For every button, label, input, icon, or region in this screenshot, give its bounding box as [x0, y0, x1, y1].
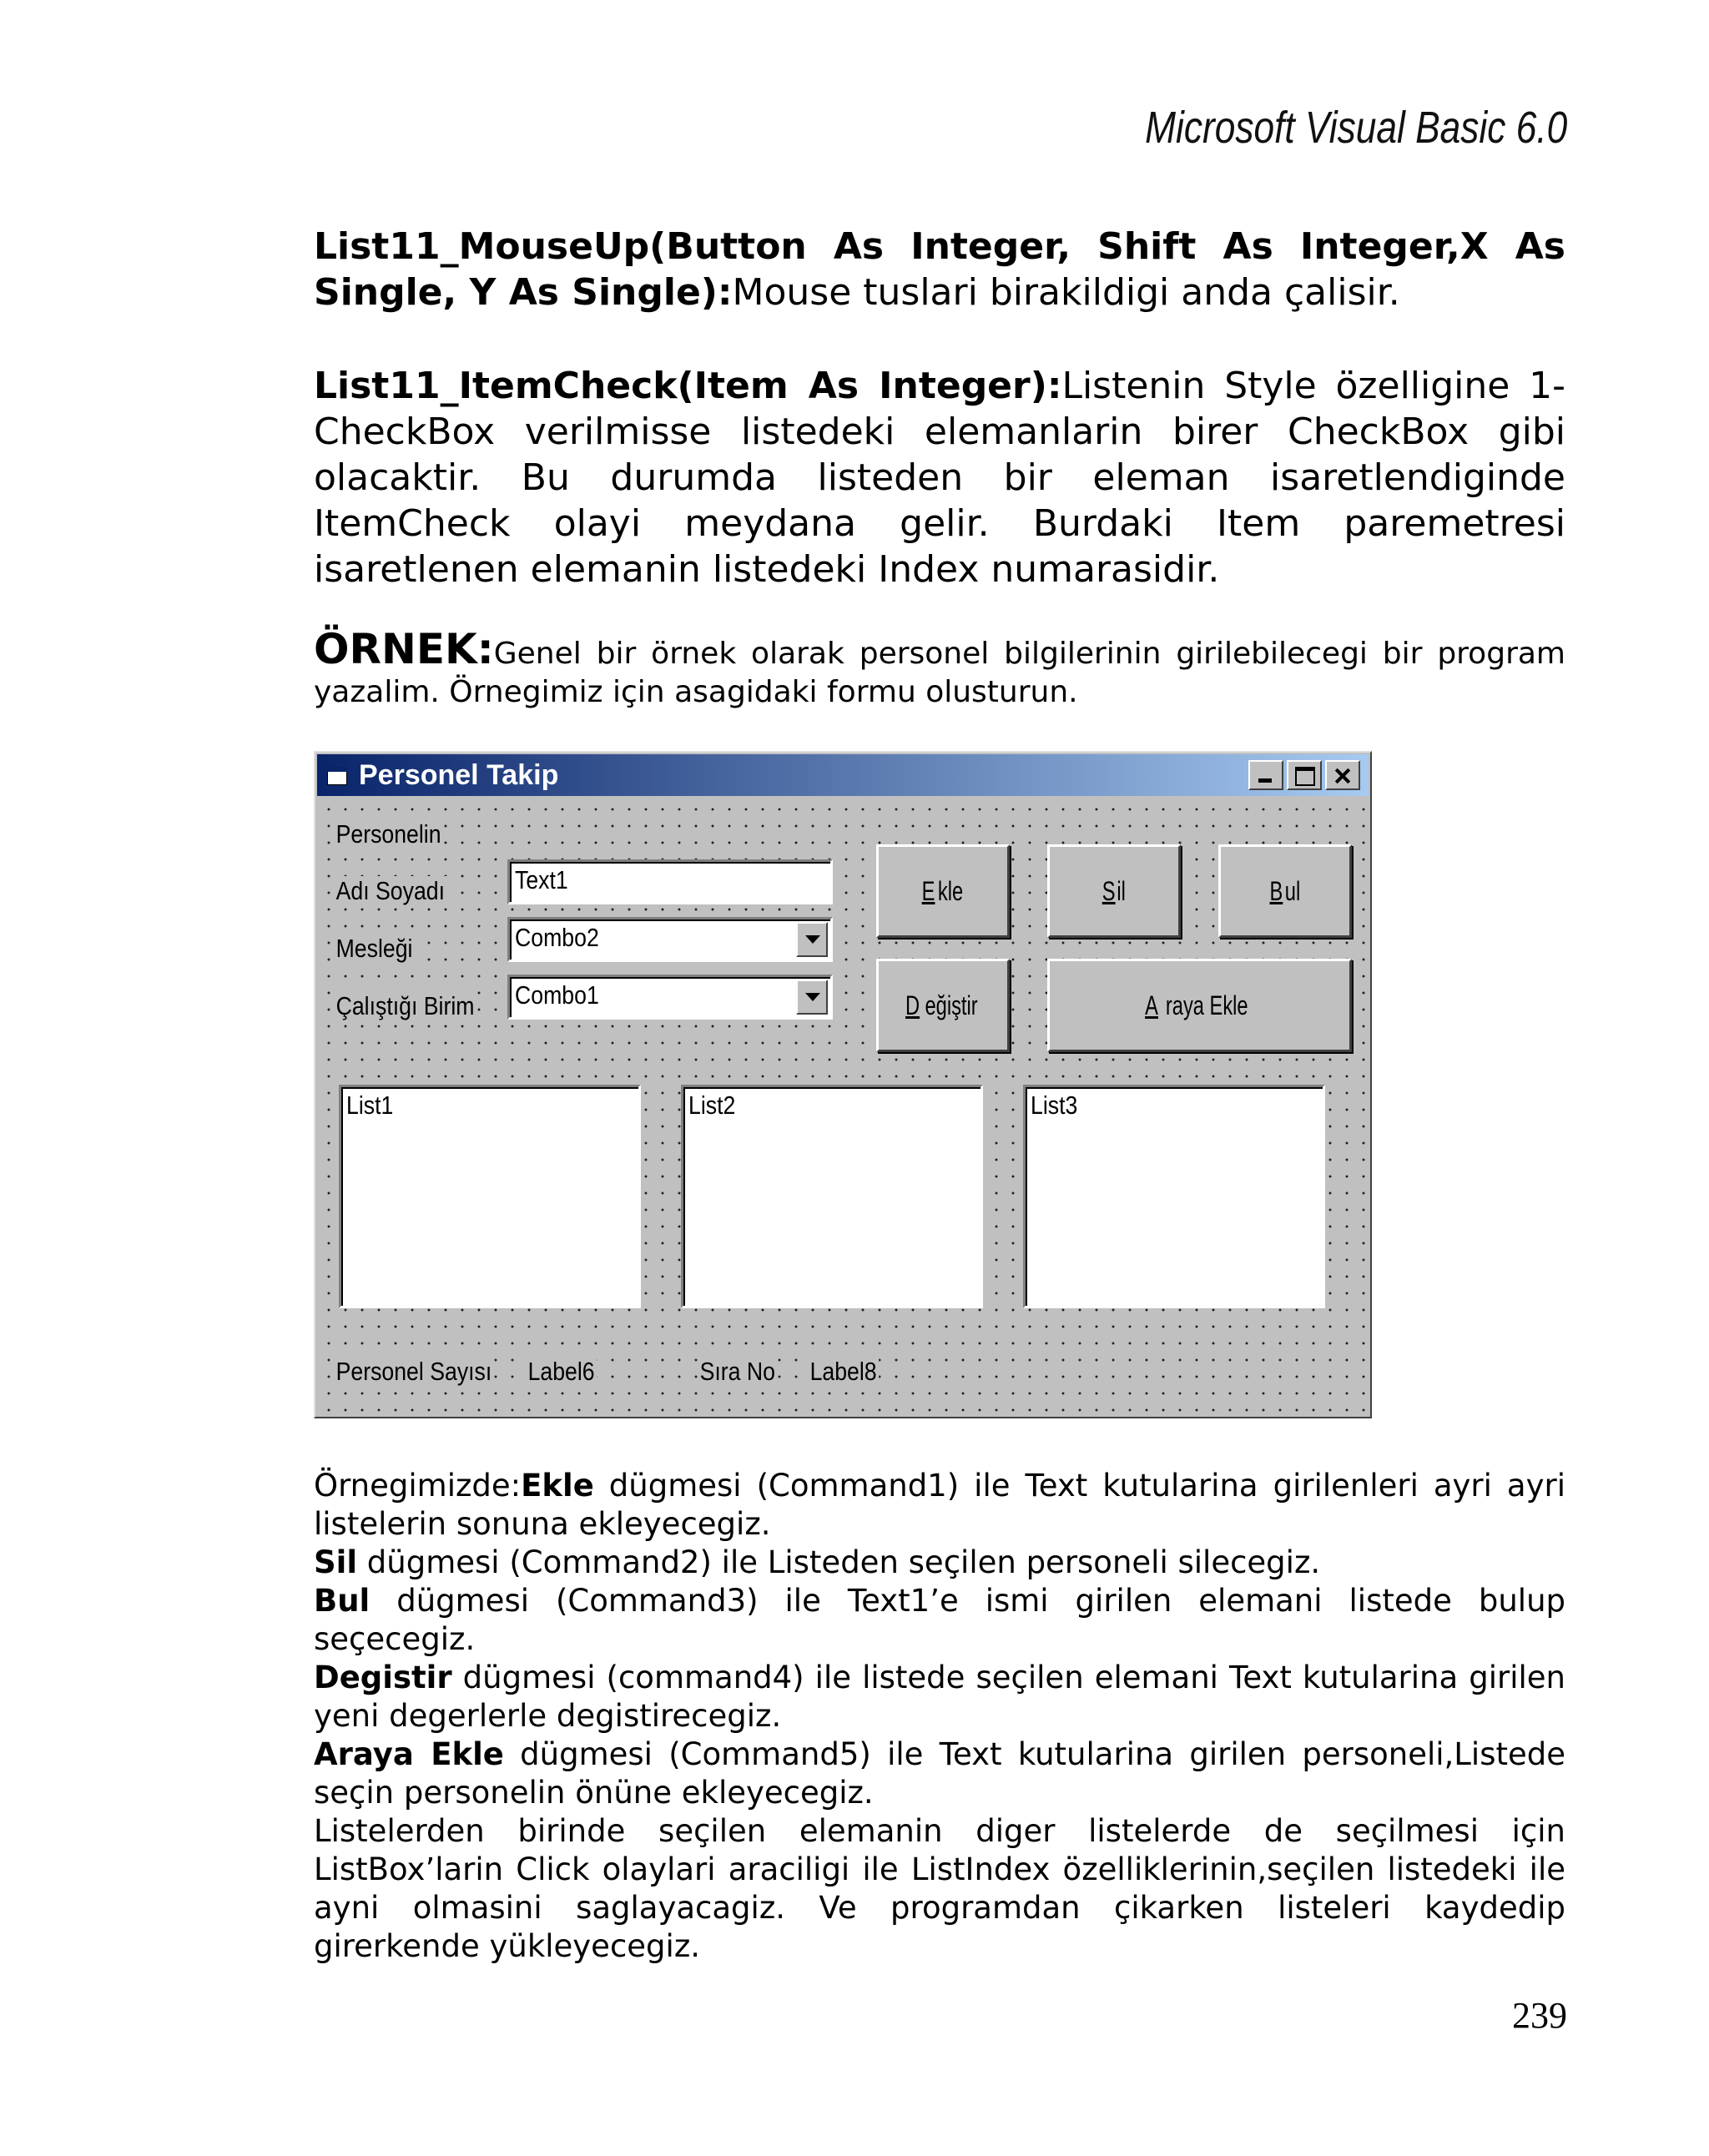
desc-ekle: Örnegimizde:Ekle dügmesi (Command1) ile Text kutularina girilenleri ayri ayri listelerin sonuna ekleyecegiz.	[314, 1468, 1565, 1542]
window-title: Personel Takip	[359, 758, 559, 791]
desc-sil: Sil dügmesi (Command2) ile Listeden seçilen personeli silecegiz.	[314, 1544, 1321, 1580]
label-meslegi: Mesleği	[334, 934, 415, 964]
bul-button[interactable]: Bul	[1218, 844, 1352, 938]
sil-button[interactable]: Sil	[1047, 844, 1181, 938]
minimize-icon[interactable]	[1248, 760, 1283, 790]
page-header-title: Microsoft Visual Basic 6.0	[1144, 103, 1567, 153]
desc-bul: Bul dügmesi (Command3) ile Text1’e ismi girilen elemani listede bulup seçecegiz.	[314, 1583, 1565, 1657]
list2-listbox[interactable]: List2	[681, 1085, 983, 1308]
itemcheck-text: Listenin Style özelligine 1-CheckBox verilmisse listedeki elemanlarin birer CheckBox gibi olacaktir. Bu durumda listeden bir eleman isaretlendiginde ItemCheck olayi meydana gelir. Burdaki Item paremetresi isaretlenen elemanin listedeki Index numarasidir.	[314, 365, 1565, 591]
close-icon[interactable]	[1325, 760, 1360, 790]
desc-final: Listelerden birinde seçilen elemanin diger listelerde de seçilmesi için ListBox’larin Click olaylari araciligi ile ListIndex özelliklerinin,seçilen listedeki ile ayni olmasini saglayacagiz. Ve programdan çikarken listeleri kaydedip girerkende yükleyecegiz.	[314, 1813, 1565, 1964]
list1-listbox[interactable]: List1	[339, 1085, 641, 1308]
mouseup-text: Mouse tuslari birakildigi anda çalisir.	[732, 271, 1400, 314]
chevron-down-icon[interactable]	[796, 980, 828, 1015]
ornek-label: ÖRNEK:	[314, 625, 494, 673]
mouseup-paragraph	[314, 224, 1565, 315]
ornek-text: Genel bir örnek olarak personel bilgilerinin girilebilecegi bir program yazalim. Örnegimiz için asagidaki formu olusturun.	[314, 637, 1565, 709]
ekle-button[interactable]: E kle	[876, 844, 1010, 938]
combo2-select[interactable]: Combo2	[507, 917, 833, 962]
page-number: 239	[1512, 1995, 1567, 2036]
form-client-area	[317, 798, 1369, 1415]
label-personel-sayisi: Personel Sayısı	[334, 1357, 494, 1387]
chevron-down-icon[interactable]	[796, 922, 828, 957]
personel-takip-window	[314, 751, 1372, 1418]
description-section	[314, 1467, 1565, 1966]
list3-listbox[interactable]: List3	[1023, 1085, 1325, 1308]
itemcheck-signature: List11_ItemCheck(Item As Integer):	[314, 365, 1062, 407]
label6: Label6	[526, 1357, 597, 1387]
label-calistigi-birim: Çalıştığı Birim	[334, 991, 476, 1021]
label-sira-no: Sıra No	[698, 1357, 778, 1387]
label-personelin: Personelin	[334, 819, 443, 849]
araya-ekle-button[interactable]: A raya Ekle	[1047, 959, 1352, 1052]
window-titlebar[interactable]	[317, 754, 1369, 796]
label-adi-soyadi: Adı Soyadı	[334, 876, 447, 906]
desc-degistir: Degistir dügmesi (command4) ile listede seçilen elemani Text kutularina girilen yeni degerlerle degistirecegiz.	[314, 1660, 1565, 1734]
itemcheck-paragraph	[314, 363, 1565, 592]
degistir-button[interactable]: D eğiştir	[876, 959, 1010, 1052]
desc-araya-ekle: Araya Ekle dügmesi (Command5) ile Text kutularina girilen personeli,Listede seçin personelin önüne ekleyecegiz.	[314, 1736, 1566, 1811]
text1-input[interactable]: Text1	[507, 859, 833, 904]
window-controls	[1248, 760, 1360, 790]
mouseup-signature: List11_MouseUp(Button As Integer, Shift As Integer,X As Single, Y As Single):	[314, 225, 1565, 314]
combo1-select[interactable]: Combo1	[507, 975, 833, 1020]
label8: Label8	[808, 1357, 879, 1387]
maximize-icon[interactable]	[1287, 760, 1322, 790]
ornek-paragraph	[314, 625, 1565, 712]
form-icon	[325, 763, 350, 787]
